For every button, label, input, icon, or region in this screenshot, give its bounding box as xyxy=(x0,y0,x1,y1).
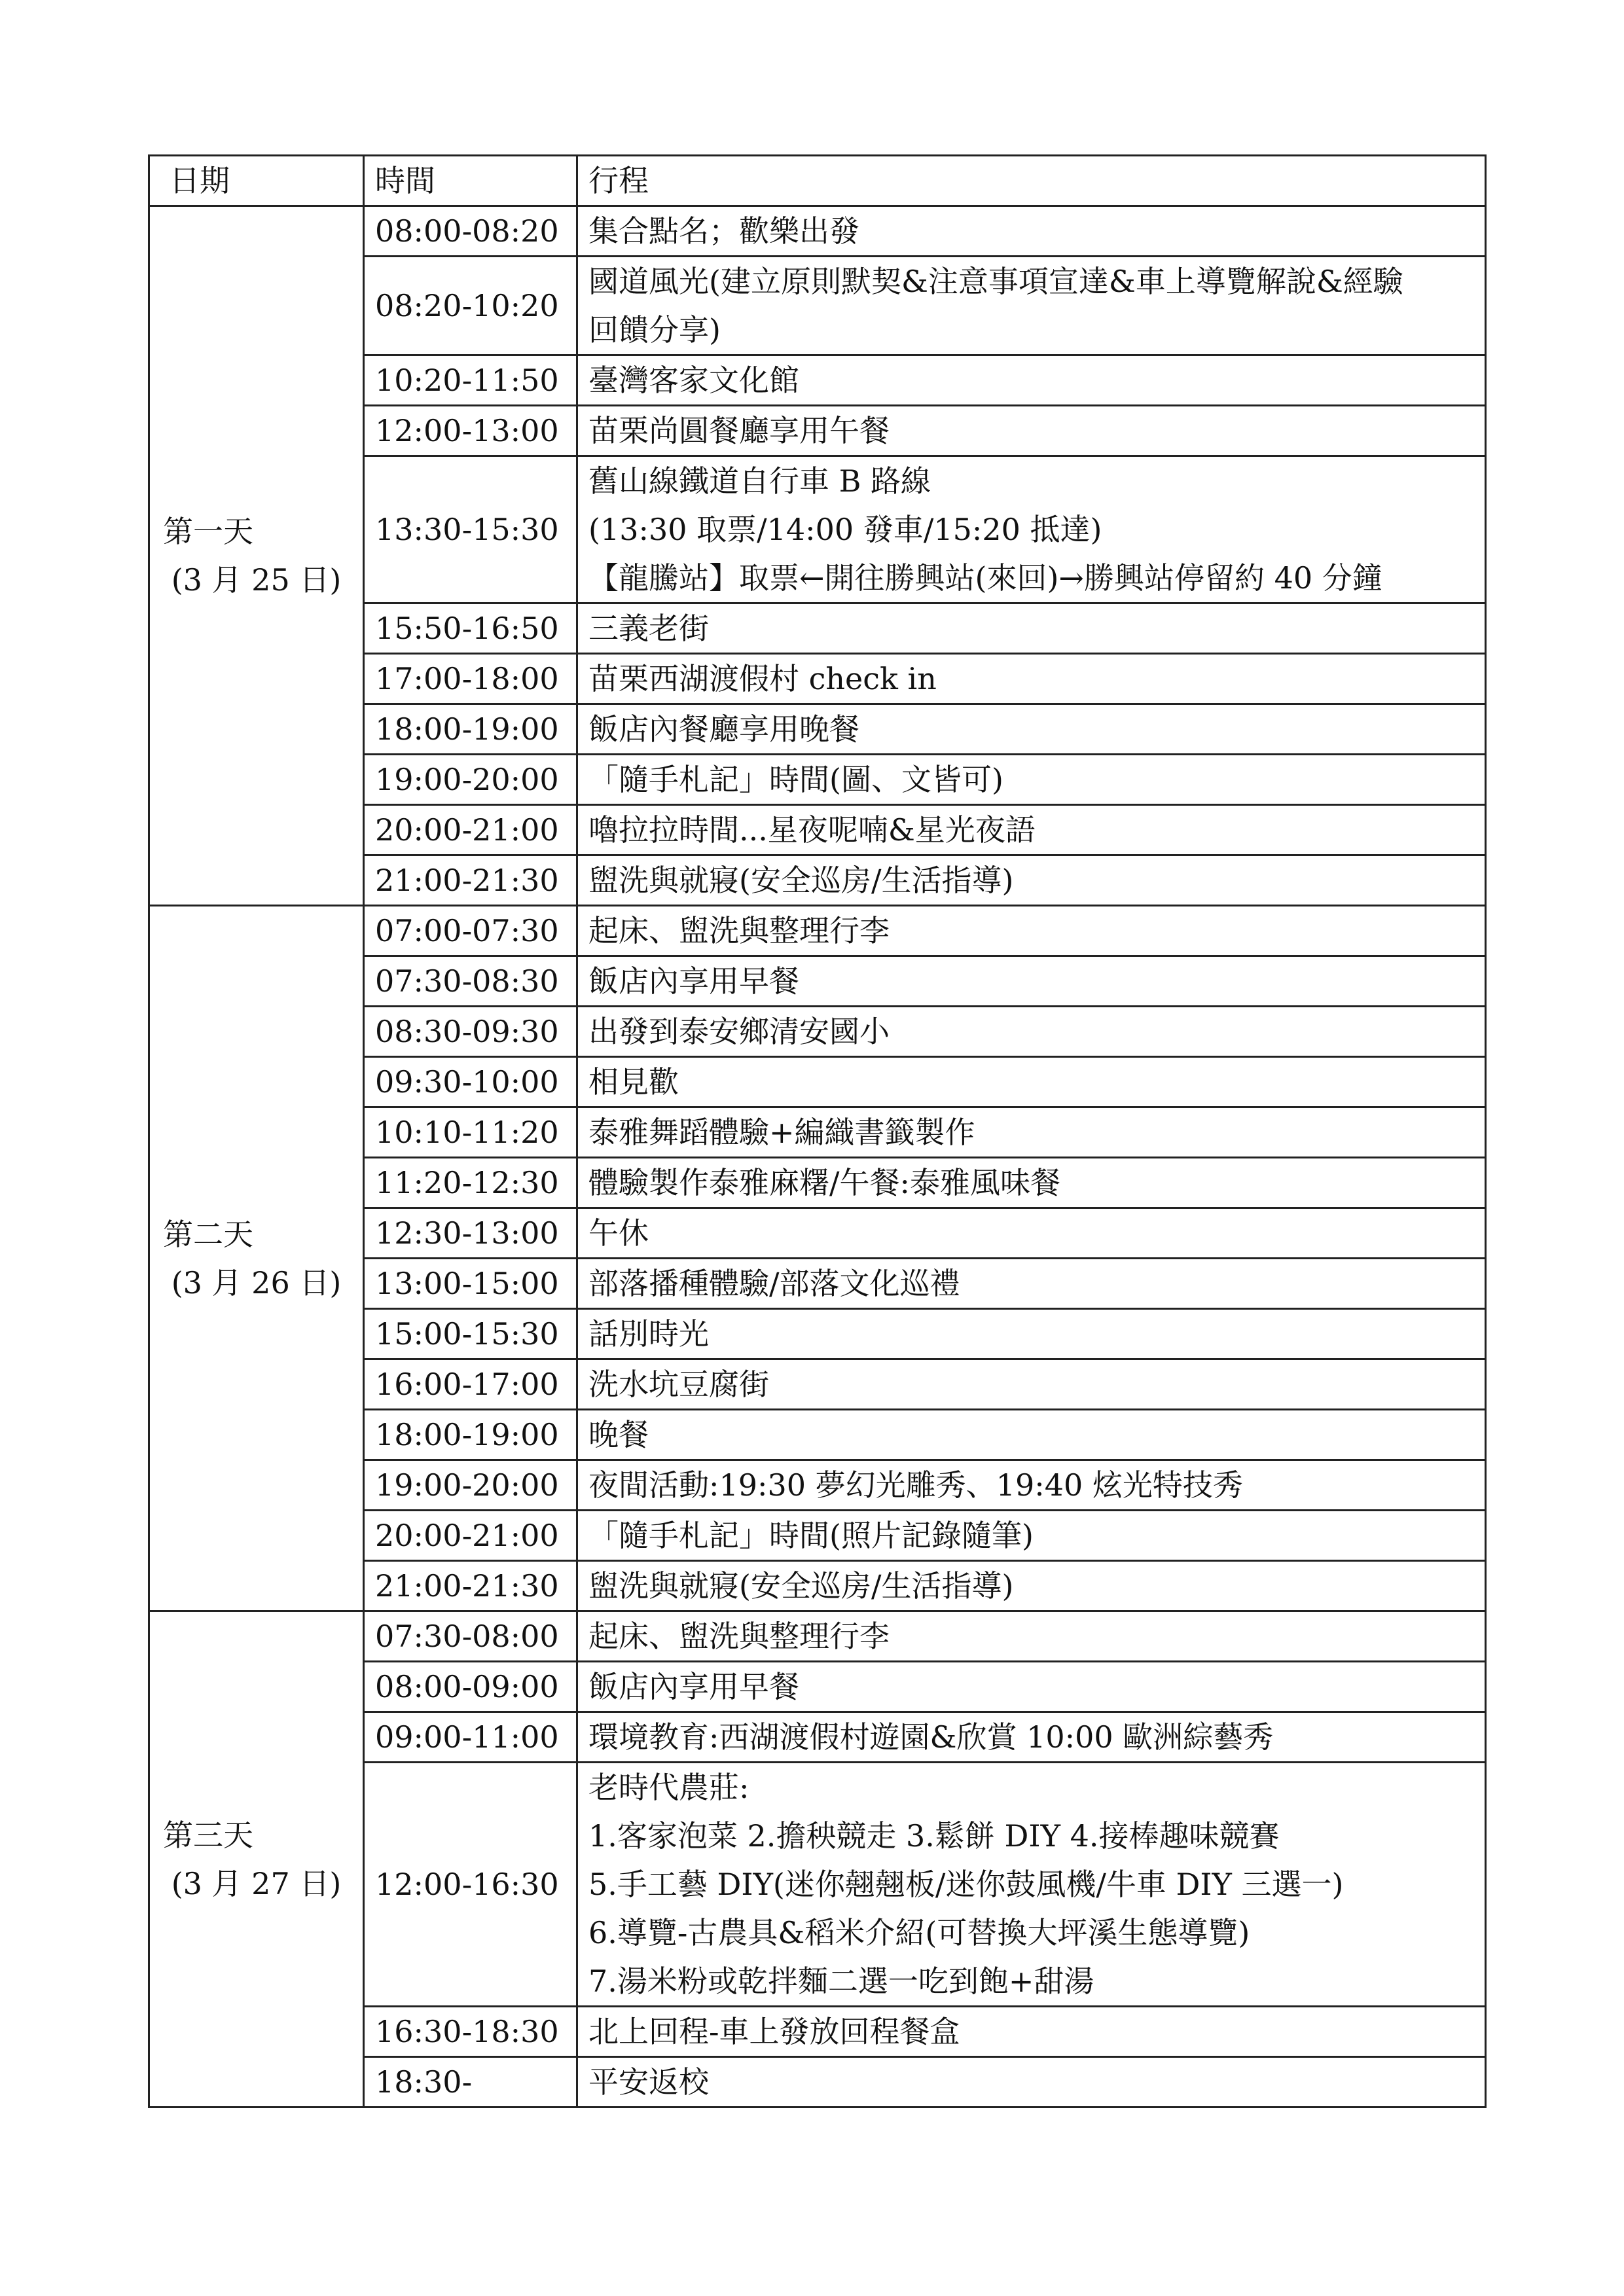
time-cell: 21:00-21:30 xyxy=(364,1561,577,1611)
activity-line: 「隨手札記」時間(照片記錄隨筆) xyxy=(588,1518,1034,1553)
day-name: 第一天 xyxy=(163,514,253,549)
activity-cell xyxy=(577,456,1486,603)
time-cell: 16:00-17:00 xyxy=(364,1359,577,1410)
activity-cell xyxy=(577,2057,1486,2108)
time-cell: 20:00-21:00 xyxy=(364,805,577,855)
header-time: 時間 xyxy=(364,156,577,206)
activity-cell xyxy=(577,1460,1486,1511)
activity-line: 部落播種體驗/部落文化巡禮 xyxy=(588,1266,960,1301)
activity-cell xyxy=(577,257,1486,355)
day-cell xyxy=(149,1611,364,2108)
header-row xyxy=(149,156,1486,206)
activity-line: 飯店內享用早餐 xyxy=(588,963,799,999)
activity-cell xyxy=(577,956,1486,1007)
activity-cell xyxy=(577,906,1486,956)
activity-cell xyxy=(577,603,1486,654)
time-cell: 13:30-15:30 xyxy=(364,456,577,603)
activity-cell xyxy=(577,855,1486,906)
activity-line: 6.導覽-古農具&稻米介紹(可替換大坪溪生態導覽) xyxy=(588,1915,1250,1950)
time-cell: 17:00-18:00 xyxy=(364,654,577,704)
activity-line: 【龍騰站】取票←開往勝興站(來回)→勝興站停留約 40 分鐘 xyxy=(588,560,1382,596)
time-cell: 12:30-13:00 xyxy=(364,1208,577,1259)
activity-line: 回饋分享) xyxy=(588,312,721,348)
activity-cell xyxy=(577,1057,1486,1107)
activity-line: 苗栗尚圓餐廳享用午餐 xyxy=(588,413,890,448)
activity-line: 起床、盥洗與整理行李 xyxy=(588,1619,890,1654)
day-date: (3 月 25 日) xyxy=(171,562,342,598)
time-cell: 09:00-11:00 xyxy=(364,1712,577,1763)
time-cell: 19:00-20:00 xyxy=(364,1460,577,1511)
time-cell: 18:00-19:00 xyxy=(364,704,577,755)
time-cell: 10:10-11:20 xyxy=(364,1107,577,1158)
time-cell: 19:00-20:00 xyxy=(364,755,577,805)
time-cell: 10:20-11:50 xyxy=(364,355,577,406)
activity-line: 舊山線鐵道自行車 B 路線 xyxy=(588,463,931,499)
activity-line: 夜間活動:19:30 夢幻光雕秀、19:40 炫光特技秀 xyxy=(588,1467,1243,1503)
activity-line: 晚餐 xyxy=(588,1417,649,1452)
activity-line: 三義老街 xyxy=(588,611,709,646)
activity-cell xyxy=(577,704,1486,755)
activity-line: 盥洗與就寢(安全巡房/生活指導) xyxy=(588,1568,1014,1604)
schedule-table xyxy=(148,154,1487,2108)
activity-line: 1.客家泡菜 2.擔秧競走 3.鬆餅 DIY 4.接棒趣味競賽 xyxy=(588,1818,1280,1854)
activity-line: 北上回程-車上發放回程餐盒 xyxy=(588,2014,960,2049)
activity-line: 盥洗與就寢(安全巡房/生活指導) xyxy=(588,863,1014,898)
activity-line: 相見歡 xyxy=(588,1064,679,1100)
activity-cell xyxy=(577,406,1486,456)
activity-line: 環境教育:西湖渡假村遊園&欣賞 10:00 歐洲綜藝秀 xyxy=(588,1719,1274,1755)
activity-cell xyxy=(577,1712,1486,1763)
day-cell xyxy=(149,206,364,906)
time-cell: 15:00-15:30 xyxy=(364,1309,577,1359)
time-cell: 11:20-12:30 xyxy=(364,1158,577,1208)
activity-cell xyxy=(577,1561,1486,1611)
activity-line: 苗栗西湖渡假村 check in xyxy=(588,661,937,696)
day-cell xyxy=(149,906,364,1611)
activity-line: 5.手工藝 DIY(迷你翹翹板/迷你鼓風機/牛車 DIY 三選一) xyxy=(588,1867,1344,1902)
activity-cell xyxy=(577,1359,1486,1410)
day-name: 第三天 xyxy=(163,1817,253,1853)
activity-line: 嚕拉拉時間...星夜呢喃&星光夜語 xyxy=(588,812,1036,848)
activity-line: 起床、盥洗與整理行李 xyxy=(588,913,890,948)
activity-cell xyxy=(577,1259,1486,1309)
time-cell: 16:30-18:30 xyxy=(364,2007,577,2057)
day-date: (3 月 27 日) xyxy=(171,1865,342,1901)
time-cell: 08:00-09:00 xyxy=(364,1662,577,1712)
activity-cell xyxy=(577,2007,1486,2057)
activity-cell xyxy=(577,755,1486,805)
activity-cell xyxy=(577,1763,1486,2007)
activity-line: 話別時光 xyxy=(588,1316,709,1352)
time-cell: 09:30-10:00 xyxy=(364,1057,577,1107)
activity-cell xyxy=(577,1511,1486,1561)
activity-cell xyxy=(577,1309,1486,1359)
time-cell: 18:00-19:00 xyxy=(364,1410,577,1460)
schedule-row xyxy=(149,206,1486,257)
time-cell: 21:00-21:30 xyxy=(364,855,577,906)
schedule-row xyxy=(149,1611,1486,1662)
activity-cell xyxy=(577,654,1486,704)
time-cell: 08:30-09:30 xyxy=(364,1007,577,1057)
activity-line: 7.湯米粉或乾拌麵二選一吃到飽+甜湯 xyxy=(588,1964,1094,1999)
activity-cell xyxy=(577,1611,1486,1662)
activity-line: 飯店內享用早餐 xyxy=(588,1669,799,1704)
activity-cell xyxy=(577,1208,1486,1259)
activity-cell xyxy=(577,1158,1486,1208)
time-cell: 07:00-07:30 xyxy=(364,906,577,956)
day-name: 第二天 xyxy=(163,1216,253,1252)
time-cell: 12:00-13:00 xyxy=(364,406,577,456)
activity-cell xyxy=(577,206,1486,257)
activity-cell xyxy=(577,1007,1486,1057)
header-activity: 行程 xyxy=(577,156,1486,206)
activity-line: 飯店內餐廳享用晚餐 xyxy=(588,711,859,747)
activity-line: 臺灣客家文化館 xyxy=(588,363,799,398)
activity-cell xyxy=(577,1107,1486,1158)
time-cell: 18:30- xyxy=(364,2057,577,2108)
time-cell: 07:30-08:30 xyxy=(364,956,577,1007)
header-date: 日期 xyxy=(149,156,364,206)
activity-line: 洗水坑豆腐街 xyxy=(588,1367,769,1402)
time-cell: 08:20-10:20 xyxy=(364,257,577,355)
activity-line: 平安返校 xyxy=(588,2064,709,2100)
day-date: (3 月 26 日) xyxy=(171,1265,342,1300)
activity-line: (13:30 取票/14:00 發車/15:20 抵達) xyxy=(588,512,1102,547)
activity-line: 老時代農莊: xyxy=(588,1770,749,1805)
time-cell: 12:00-16:30 xyxy=(364,1763,577,2007)
activity-line: 國道風光(建立原則默契&注意事項宣達&車上導覽解說&經驗 xyxy=(588,264,1403,299)
schedule-row xyxy=(149,906,1486,956)
activity-cell xyxy=(577,1662,1486,1712)
activity-line: 體驗製作泰雅麻糬/午餐:泰雅風味餐 xyxy=(588,1165,1060,1200)
activity-cell xyxy=(577,1410,1486,1460)
activity-cell xyxy=(577,805,1486,855)
activity-line: 出發到泰安鄉清安國小 xyxy=(588,1014,890,1049)
activity-cell xyxy=(577,355,1486,406)
activity-line: 午休 xyxy=(588,1215,649,1251)
activity-line: 集合點名；歡樂出發 xyxy=(588,213,859,249)
time-cell: 08:00-08:20 xyxy=(364,206,577,257)
time-cell: 13:00-15:00 xyxy=(364,1259,577,1309)
schedule-body xyxy=(149,206,1486,2108)
time-cell: 15:50-16:50 xyxy=(364,603,577,654)
activity-line: 泰雅舞蹈體驗+編織書籤製作 xyxy=(588,1115,975,1150)
time-cell: 07:30-08:00 xyxy=(364,1611,577,1662)
activity-line: 「隨手札記」時間(圖、文皆可) xyxy=(588,762,1003,797)
time-cell: 20:00-21:00 xyxy=(364,1511,577,1561)
